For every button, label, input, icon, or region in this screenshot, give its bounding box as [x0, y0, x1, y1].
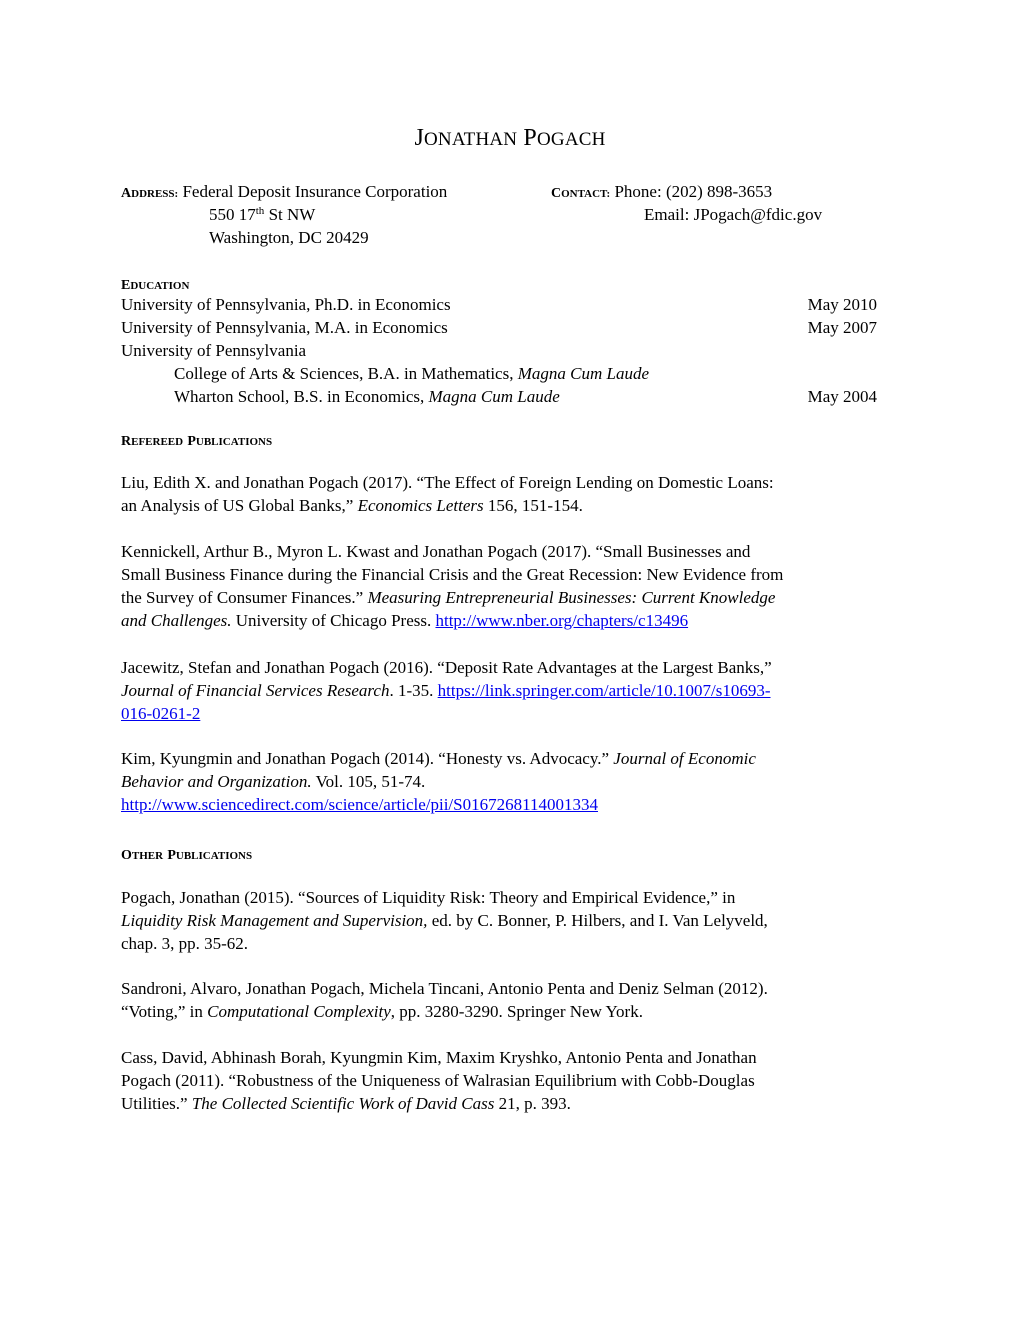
education-heading: EDUCATION: [121, 278, 190, 293]
publication-entry: Jacewitz, Stefan and Jonathan Pogach (2016). “Deposit Rate Advantages at the Largest Banks,” Journal of Financial Services Research. 1-35. https://link.springer.com/article/10.1007/s10693- 016-0261-2: [121, 658, 772, 723]
nber-link[interactable]: http://www.nber.org/chapters/c13496: [435, 611, 689, 630]
publication-entry: Kennickell, Arthur B., Myron L. Kwast and Jonathan Pogach (2017). “Small Businesses and Small Business Finance during the Financial Crisis and the Great Recession: New Evidence from the Survey of Consumer Finances.” Measuring Entrepreneurial Businesses: Current Knowledge and Challenges. University of Chicago Press. http://www.nber.org/chapters/c13496: [121, 542, 784, 630]
contact-phone: Phone: (202) 898-3653: [614, 182, 773, 201]
education-entry: University of Pennsylvania: [121, 341, 307, 360]
publication-entry: Cass, David, Abhinash Borah, Kyungmin Kim, Maxim Kryshko, Antonio Penta and Jonathan Pogach (2011). “Robustness of the Uniqueness of Walrasian Equilibrium with Cobb-Douglas Utilities.” The Collected Scientific Work of David Cass 21, p. 393.: [121, 1048, 757, 1113]
sciencedirect-link[interactable]: http://www.sciencedirect.com/science/article/pii/S0167268114001334: [121, 795, 598, 814]
page-title: JONATHAN POGACH: [414, 125, 606, 151]
contact-label: CONTACT:: [551, 186, 611, 201]
address-label: ADDRESS:: [121, 186, 179, 201]
publication-entry: Pogach, Jonathan (2015). “Sources of Liquidity Risk: Theory and Empirical Evidence,” in Liquidity Risk Management and Supervision, ed. by C. Bonner, P. Hilbers, and I. Van Lelyveld, chap. 3, pp. 35-62.: [121, 888, 768, 953]
address-line-1: Federal Deposit Insurance Corporation: [182, 182, 448, 201]
other-heading: OTHER PUBLICATIONS: [121, 848, 253, 863]
springer-link[interactable]: https://link.springer.com/article/10.1007/s10693-: [437, 681, 771, 700]
education-sub-entry: College of Arts & Sciences, B.A. in Mathematics, Magna Cum Laude: [174, 364, 649, 383]
publication-entry: Kim, Kyungmin and Jonathan Pogach (2014). “Honesty vs. Advocacy.” Journal of Economic Behavior and Organization. Vol. 105, 51-74. http://www.sciencedirect.com/science/article/pii/S0167268114001334: [121, 749, 756, 814]
education-sub-entry: Wharton School, B.S. in Economics, Magna Cum Laude May 2004: [174, 387, 877, 406]
education-entry: University of Pennsylvania, M.A. in Economics May 2007: [121, 318, 877, 337]
address-line-3: Washington, DC 20429: [209, 228, 369, 247]
springer-link-continued[interactable]: 016-0261-2: [121, 704, 201, 723]
publication-entry: Liu, Edith X. and Jonathan Pogach (2017). “The Effect of Foreign Lending on Domestic Loans: an Analysis of US Global Banks,” Economics Letters 156, 151-154.: [121, 473, 774, 515]
refereed-heading: REFEREED PUBLICATIONS: [121, 434, 273, 449]
contact-email: Email: JPogach@fdic.gov: [644, 205, 823, 224]
address-line-2: 550 17th St NW: [209, 205, 316, 224]
publication-entry: Sandroni, Alvaro, Jonathan Pogach, Michela Tincani, Antonio Penta and Deniz Selman (2012). “Voting,” in Computational Complexity, pp. 3280-3290. Springer New York.: [121, 979, 768, 1021]
education-entry: University of Pennsylvania, Ph.D. in Economics May 2010: [121, 295, 877, 314]
